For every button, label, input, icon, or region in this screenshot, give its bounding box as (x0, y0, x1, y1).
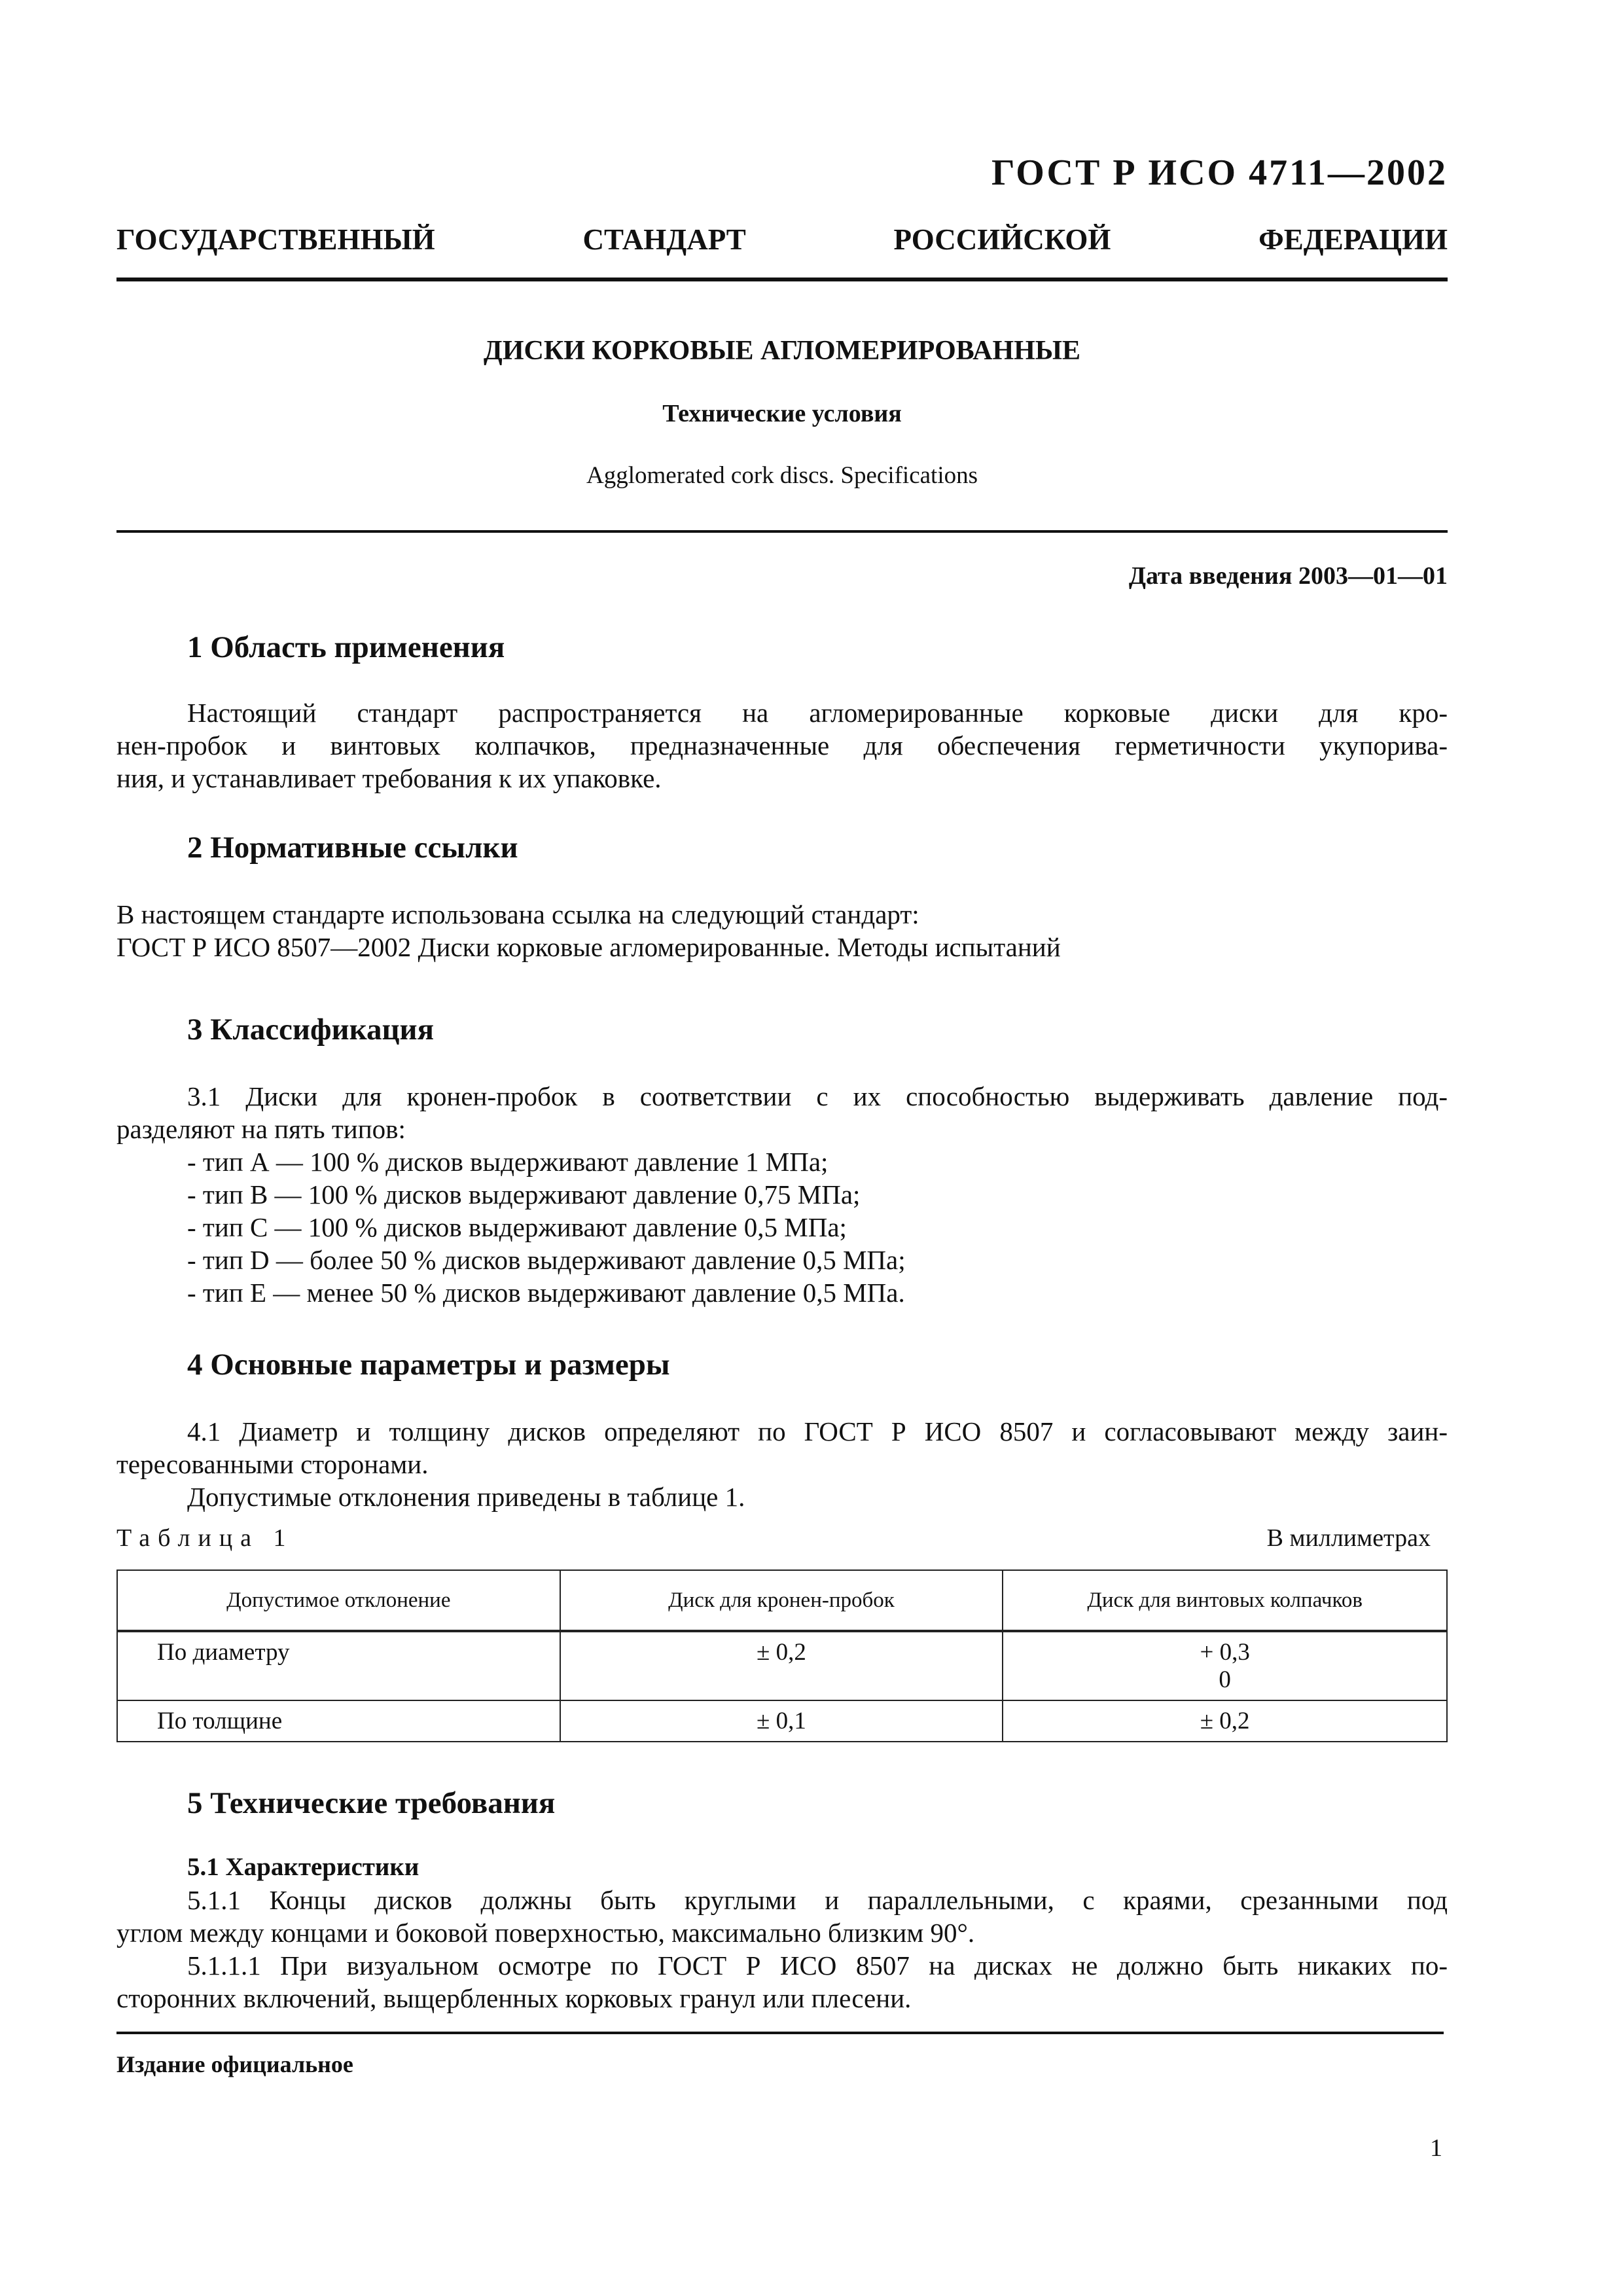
list-item: - тип D — более 50 % дисков выдерживают давление 0,5 МПа; (187, 1245, 906, 1275)
column-header: Диск для кронен-пробок (560, 1570, 1003, 1631)
body-line: 5.1.1.1 При визуальном осмотре по ГОСТ Р ИСО 8507 на дисках не должно быть никаких по- (187, 1950, 1448, 1981)
english-title: Agglomerated cork discs. Specifications (586, 462, 978, 489)
page-number: 1 (1430, 2134, 1442, 2162)
section-3-body (116, 1080, 1448, 1309)
table-cell (1003, 1631, 1447, 1700)
section-2-heading: 2 Нормативные ссылки (187, 831, 518, 865)
document-subtitle: Технические условия (662, 400, 902, 427)
body-line: сторонних включений, выщербленных корковых гранул или плесени. (116, 1983, 912, 2013)
tolerance-table (116, 1570, 1448, 1742)
document-code: ГОСТ Р ИСО 4711—2002 (991, 152, 1448, 193)
section-4-heading: 4 Основные параметры и размеры (187, 1348, 670, 1382)
section-3-heading: 3 Классификация (187, 1013, 435, 1047)
title-rule (116, 530, 1448, 533)
body-line: В настоящем стандарте использована ссылка на следующий стандарт: (116, 899, 919, 929)
tolerance-lower: 0 (1219, 1666, 1231, 1693)
section-5-body (116, 1884, 1448, 2015)
body-line: Настоящий стандарт распространяется на агломерированные корковые диски для кро- (187, 698, 1448, 728)
section-5-heading: 5 Технические требования (187, 1786, 556, 1820)
section-2-body (116, 898, 1448, 963)
table-cell: ± 0,2 (1003, 1700, 1447, 1742)
list-item: - тип В — 100 % дисков выдерживают давление 0,75 МПа; (187, 1179, 861, 1210)
introduction-date: Дата введения 2003—01—01 (1128, 562, 1448, 590)
header-rule (116, 278, 1448, 281)
footer-rule (116, 2032, 1444, 2034)
section-1-body (116, 696, 1448, 795)
body-line: углом между концами и боковой поверхностью, максимально близким 90°. (116, 1918, 975, 1948)
tolerance-upper: + 0,3 (1200, 1639, 1250, 1666)
table-caption: Таблица 1 (116, 1524, 294, 1552)
body-line: 4.1 Диаметр и толщину дисков определяют по ГОСТ Р ИСО 8507 и согласовывают между заин- (187, 1416, 1448, 1446)
edition-label: Издание официальное (116, 2051, 353, 2077)
section-4-body (116, 1415, 1448, 1513)
column-header: Диск для винтовых колпачков (1003, 1570, 1447, 1631)
list-item: - тип Е — менее 50 % дисков выдерживают давление 0,5 МПа. (187, 1278, 905, 1308)
subsection-heading: 5.1 Характеристики (187, 1853, 419, 1881)
table-cell: ± 0,1 (560, 1700, 1003, 1742)
body-line: 3.1 Диски для кронен-пробок в соответствии с их способностью выдерживать давление под- (187, 1081, 1448, 1111)
table-cell: ± 0,2 (560, 1631, 1003, 1700)
section-1-heading: 1 Область применения (187, 630, 505, 664)
column-header: Допустимое отклонение (117, 1570, 560, 1631)
table-units: В миллиметрах (1266, 1524, 1431, 1552)
standard-title: ГОСУДАРСТВЕННЫЙ СТАНДАРТ РОССИЙСКОЙ ФЕДЕРАЦИИ (116, 223, 1448, 256)
body-line: 5.1.1 Концы дисков должны быть круглыми и параллельными, с краями, срезанными под (187, 1885, 1448, 1915)
list-item: - тип А — 100 % дисков выдерживают давление 1 МПа; (187, 1147, 829, 1177)
body-line: разделяют на пять типов: (116, 1114, 406, 1144)
table-cell: По диаметру (117, 1631, 560, 1700)
body-line: нен-пробок и винтовых колпачков, предназначенные для обеспечения герметичности укупорива- (116, 730, 1448, 761)
list-item: - тип С — 100 % дисков выдерживают давление 0,5 МПа; (187, 1212, 847, 1242)
table-row (117, 1700, 1447, 1742)
table-cell: По толщине (117, 1700, 560, 1742)
body-line: ГОСТ Р ИСО 8507—2002 Диски корковые агломерированные. Методы испытаний (116, 932, 1061, 962)
table-row (117, 1631, 1447, 1700)
body-line: Допустимые отклонения приведены в таблице 1. (187, 1482, 745, 1512)
table-header-row (117, 1570, 1447, 1631)
body-line: тересованными сторонами. (116, 1449, 429, 1479)
document-title: ДИСКИ КОРКОВЫЕ АГЛОМЕРИРОВАННЫЕ (483, 336, 1081, 366)
body-line: ния, и устанавливает требования к их упаковке. (116, 763, 662, 793)
